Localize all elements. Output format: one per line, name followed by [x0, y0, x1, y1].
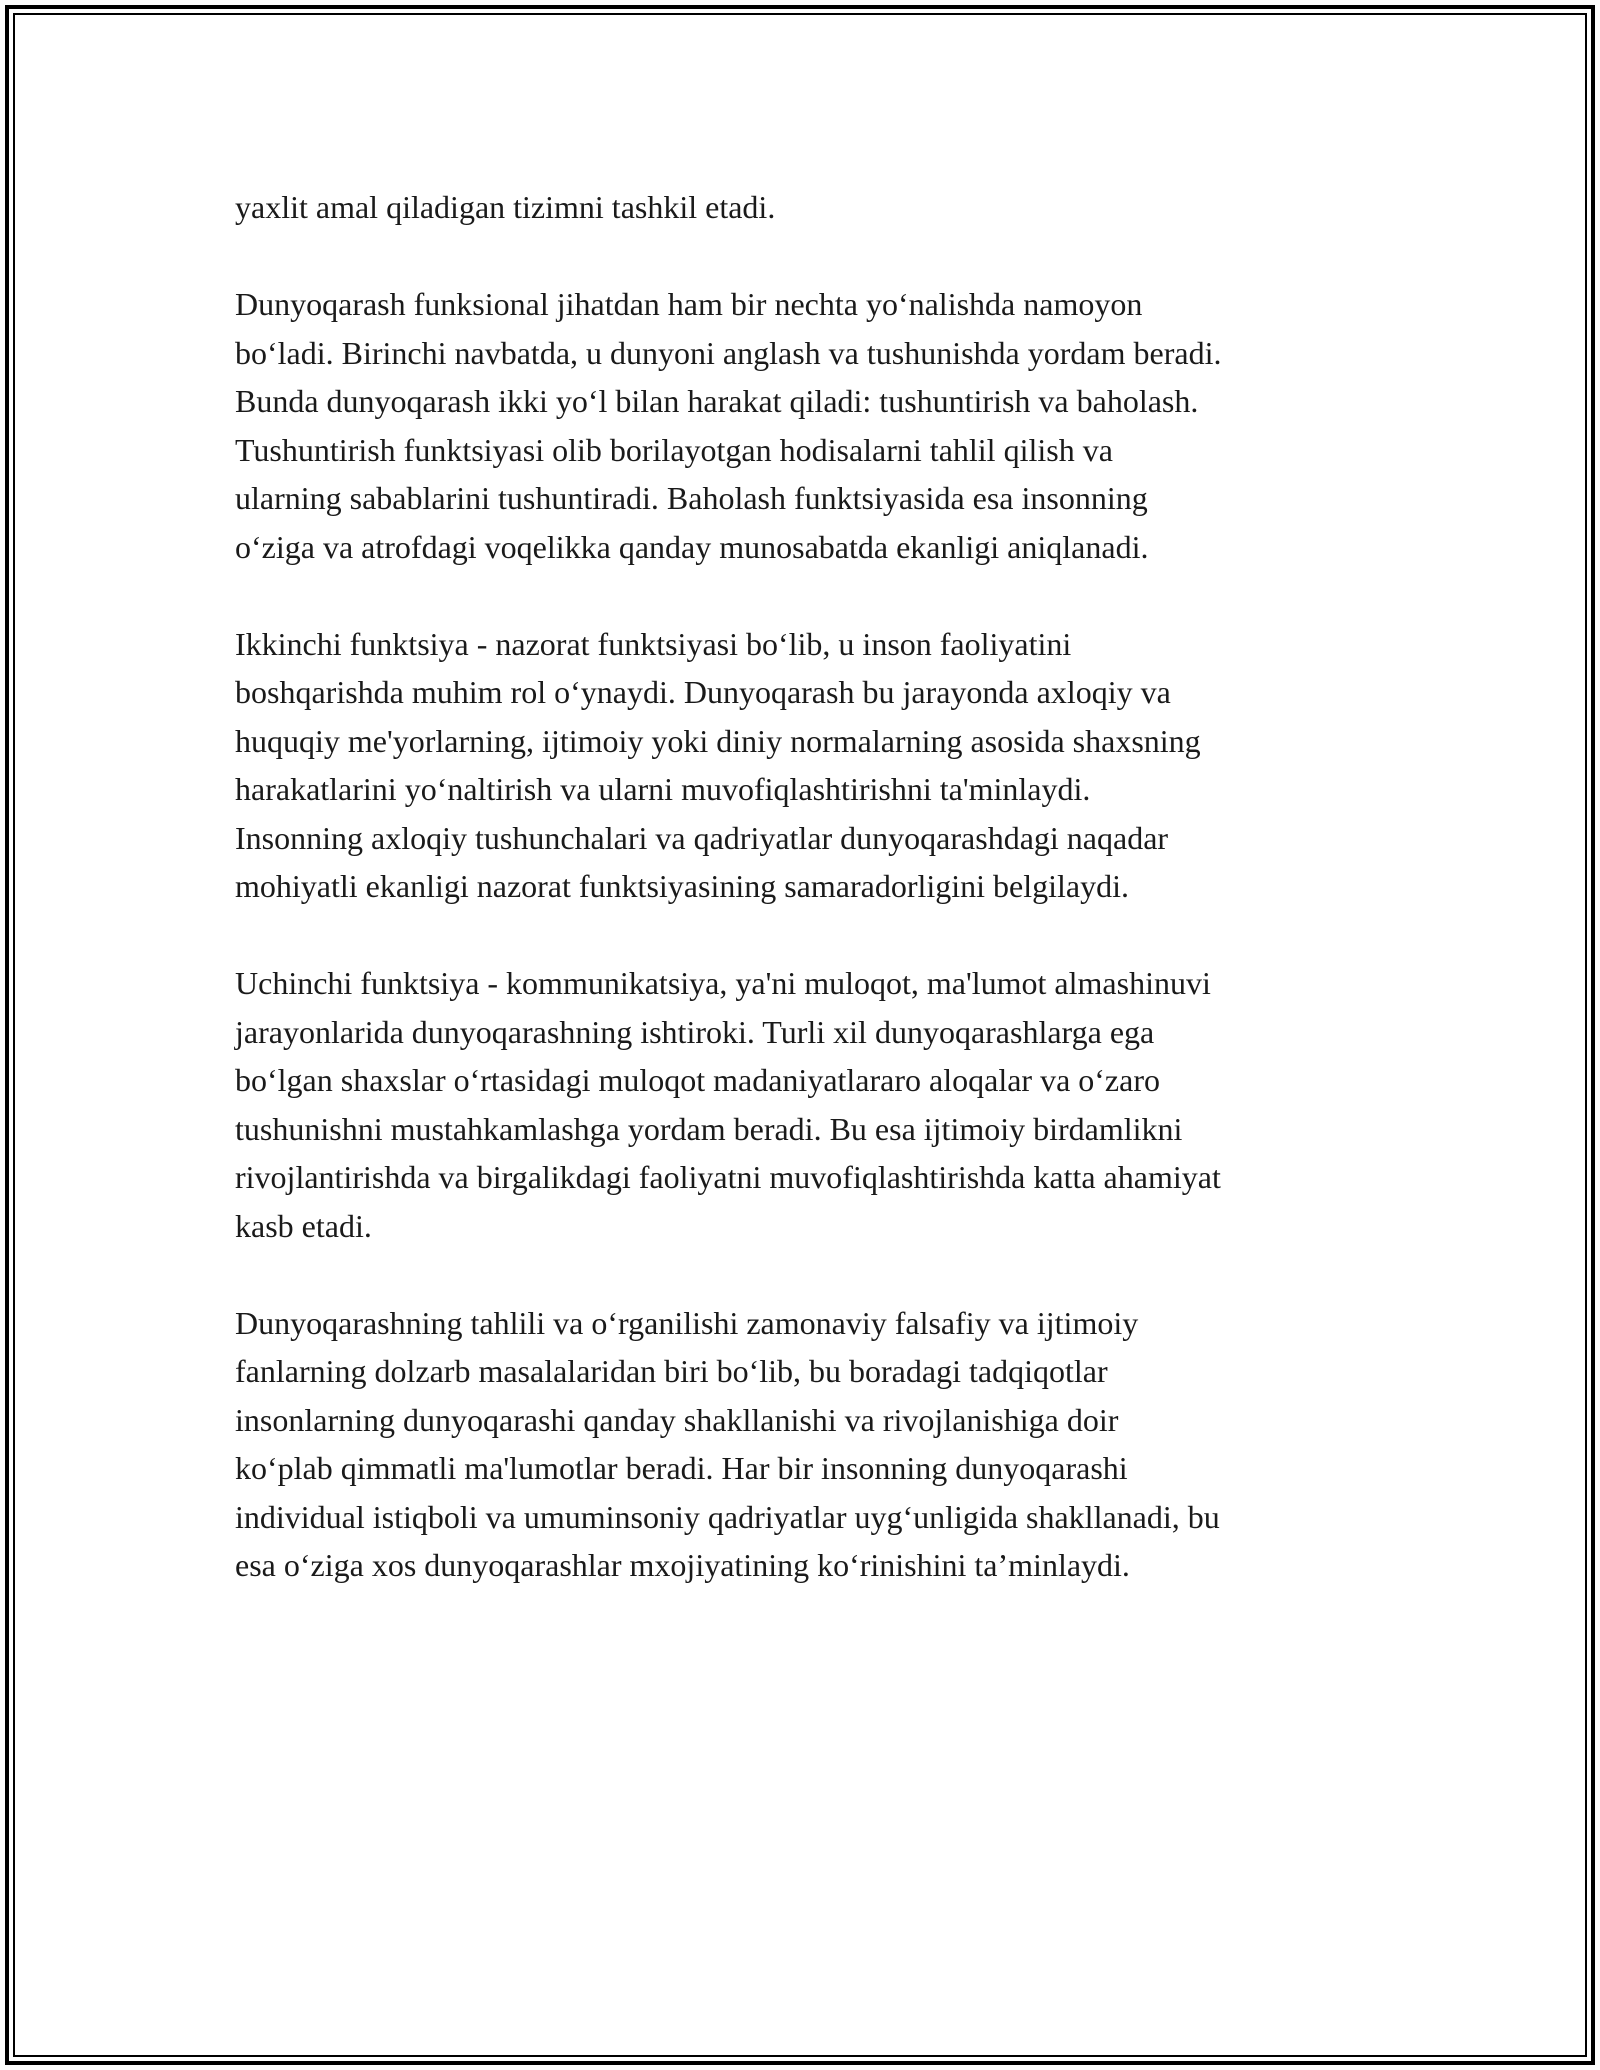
paragraph-1 [235, 183, 1385, 232]
text-line: Ikkinchi funktsiya - nazorat funktsiyasi bo‘lib, u inson faoliyatini [235, 625, 1072, 662]
text-line: yaxlit amal qiladigan tizimni tashkil etadi. [235, 189, 776, 225]
text-line: individual istiqboli va umuminsoniy qadriyatlar uyg‘unligida shakllanadi, bu [235, 1498, 1220, 1535]
text-line: esa o‘ziga xos dunyoqarashlar mxojiyatining ko‘rinishini ta’minlaydi. [235, 1547, 1130, 1583]
text-line: fanlarning dolzarb masalalaridan biri bo‘lib, bu boradagi tadqiqotlar [235, 1353, 1108, 1389]
text-line: jarayonlarida dunyoqarashning ishtiroki. Turli xil dunyoqarashlarga ega [235, 1013, 1155, 1050]
text-line: ularning sabablarini tushuntiradi. Baholash funktsiyasida esa insonning [235, 480, 1148, 516]
paragraph-2 [235, 280, 1385, 571]
text-line: kasb etadi. [235, 1207, 372, 1244]
text-line: Uchinchi funktsiya - kommunikatsiya, ya'ni muloqot, ma'lumot almashinuvi [235, 965, 1211, 1001]
text-line: Tushuntirish funktsiyasi olib borilayotgan hodisalarni tahlil qilish va [235, 431, 1113, 468]
text-line: rivojlantirishda va birgalikdagi faoliyatni muvofiqlashtirishda katta ahamiyat [235, 1159, 1221, 1195]
text-line: Dunyoqarashning tahlili va o‘rganilishi zamonaviy falsafiy va ijtimoiy [235, 1304, 1139, 1341]
text-line: tushunishni mustahkamlashga yordam beradi. Bu esa ijtimoiy birdamlikni [235, 1110, 1183, 1147]
paragraph-3 [235, 620, 1385, 911]
text-line: Dunyoqarash funksional jihatdan ham bir nechta yo‘nalishda namoyon [235, 286, 1143, 322]
text-line: Insonning axloqiy tushunchalari va qadriyatlar dunyoqarashdagi naqadar [235, 819, 1169, 856]
document-body [235, 183, 1385, 1638]
text-line: bo‘lgan shaxslar o‘rtasidagi muloqot madaniyatlararo aloqalar va o‘zaro [235, 1062, 1160, 1098]
text-line: boshqarishda muhim rol o‘ynaydi. Dunyoqarash bu jarayonda axloqiy va [235, 674, 1171, 710]
paragraph-5 [235, 1299, 1385, 1590]
text-line: harakatlarini yo‘naltirish va ularni muvofiqlashtirishni ta'minlaydi. [235, 771, 1091, 807]
text-line: Bunda dunyoqarash ikki yo‘l bilan harakat qiladi: tushuntirish va baholash. [235, 383, 1199, 419]
text-line: bo‘ladi. Birinchi navbatda, u dunyoni anglash va tushunishda yordam beradi. [235, 334, 1222, 371]
text-line: o‘ziga va atrofdagi voqelikka qanday munosabatda ekanligi aniqlanadi. [235, 528, 1149, 565]
text-line: mohiyatli ekanligi nazorat funktsiyasining samaradorligini belgilaydi. [235, 868, 1130, 904]
text-line: ko‘plab qimmatli ma'lumotlar beradi. Har bir insonning dunyoqarashi [235, 1450, 1128, 1486]
text-line: huquqiy me'yorlarning, ijtimoiy yoki diniy normalarning asosida shaxsning [235, 722, 1201, 759]
paragraph-4 [235, 959, 1385, 1250]
text-line: insonlarning dunyoqarashi qanday shakllanishi va rivojlanishiga doir [235, 1401, 1119, 1438]
